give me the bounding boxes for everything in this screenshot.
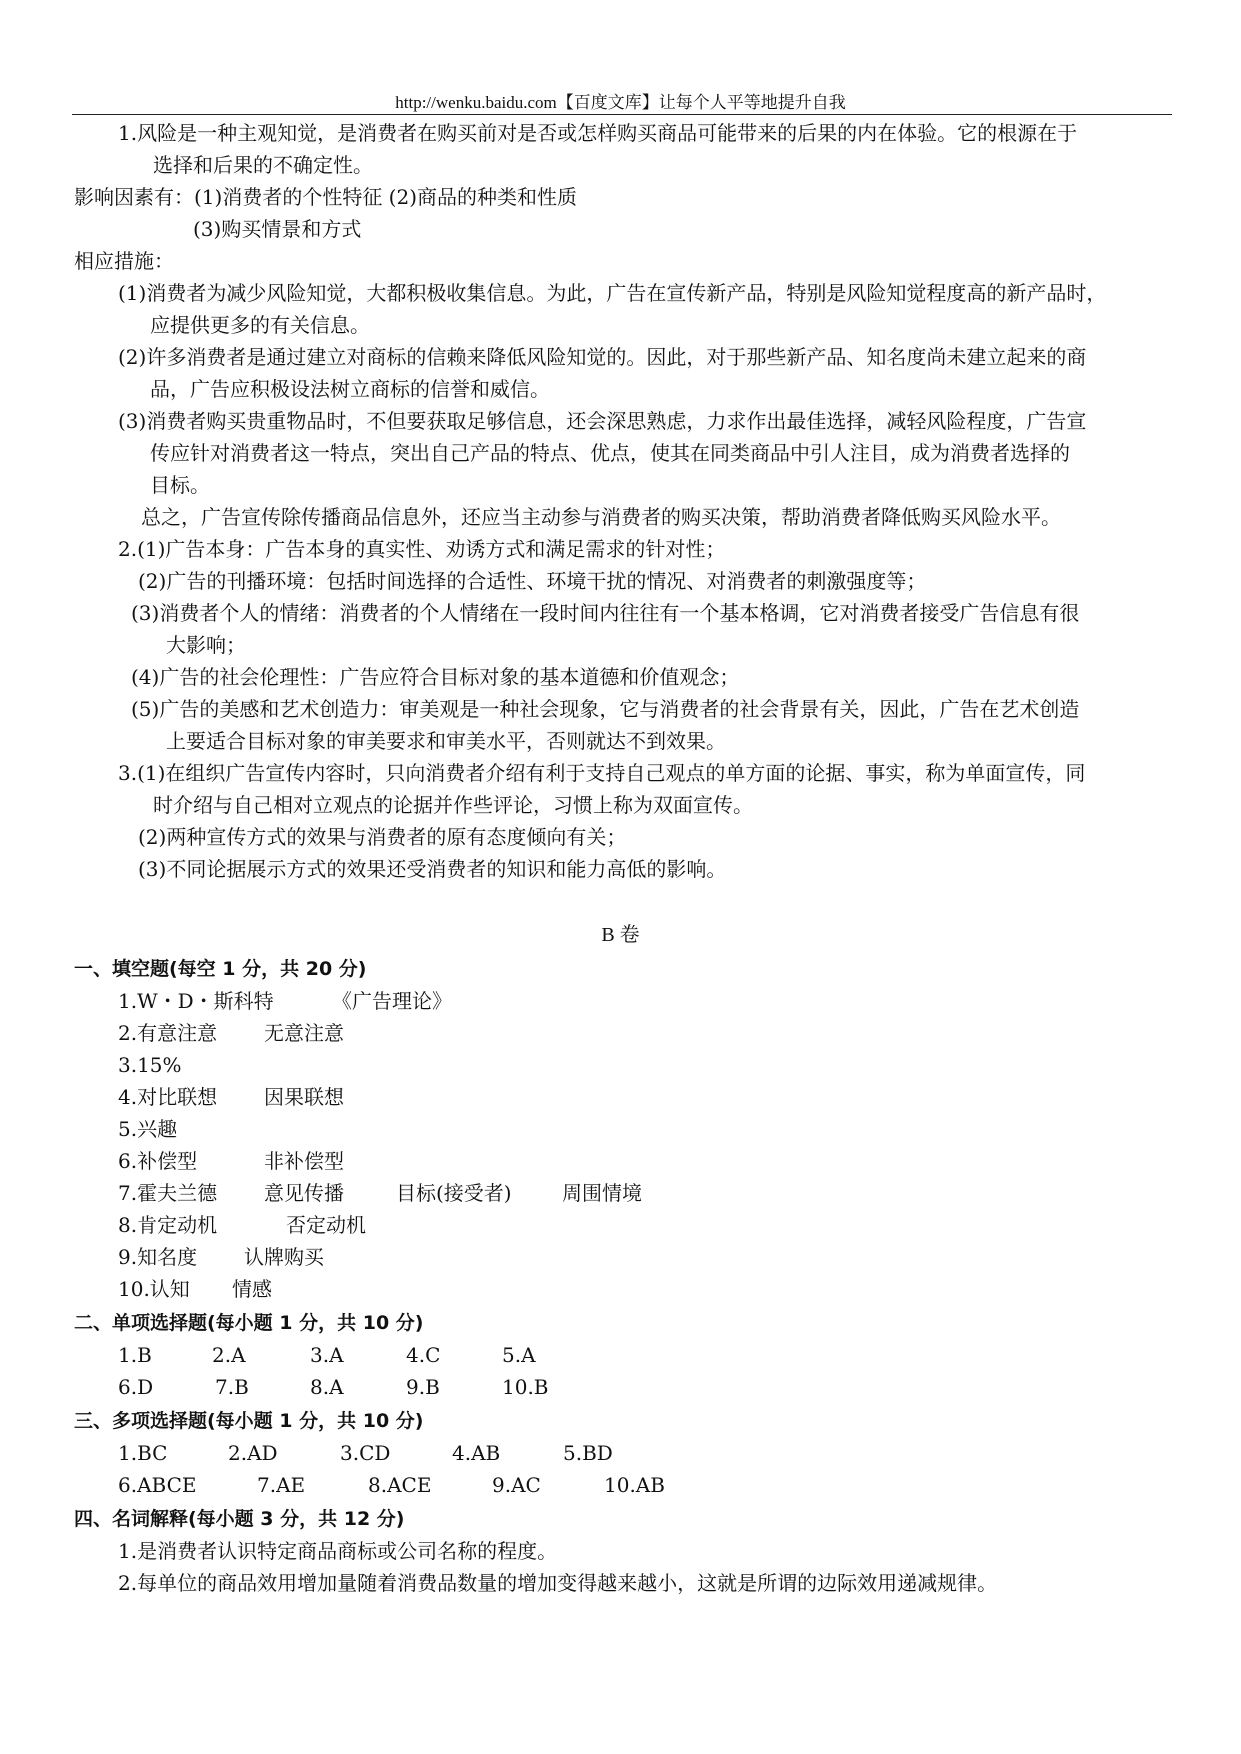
fill-item-9b: 认牌购买 <box>244 1245 324 1269</box>
single-choice-answer: 3.A <box>310 1343 344 1367</box>
header-rule <box>72 114 1172 115</box>
q1-factors-line-2: (3)购买情景和方式 <box>193 217 362 241</box>
multi-choice-answer: 8.ACE <box>368 1473 432 1497</box>
multi-choice-answer: 6.ABCE <box>118 1473 197 1497</box>
fill-item-8b: 否定动机 <box>286 1213 366 1237</box>
q1-line-2: 选择和后果的不确定性。 <box>153 153 373 177</box>
fill-item-2a: 2.有意注意 <box>118 1021 218 1045</box>
fill-item-7c: 目标(接受者) <box>396 1181 512 1205</box>
q3-point-1-line-1: 3.(1)在组织广告宣传内容时，只向消费者介绍有利于支持自己观点的单方面的论据、事实，称为单面宣传，同 <box>118 761 1086 785</box>
q3-point-3: (3)不同论据展示方式的效果还受消费者的知识和能力高低的影响。 <box>138 857 727 881</box>
fill-item-6a: 6.补偿型 <box>118 1149 198 1173</box>
multi-choice-answer: 4.AB <box>452 1441 501 1465</box>
q3-point-2: (2)两种宣传方式的效果与消费者的原有态度倾向有关； <box>138 825 627 849</box>
q2-point-4: (4)广告的社会伦理性：广告应符合目标对象的基本道德和价值观念； <box>131 665 740 689</box>
q2-point-1: 2.(1)广告本身：广告本身的真实性、劝诱方式和满足需求的针对性； <box>118 537 726 561</box>
fill-item-6b: 非补偿型 <box>264 1149 344 1173</box>
fill-item-7b: 意见传播 <box>264 1181 344 1205</box>
term-definition-2: 2.每单位的商品效用增加量随着消费品数量的增加变得越来越小，这就是所谓的边际效用递减规律。 <box>118 1571 998 1595</box>
section-4-heading: 四、名词解释(每小题 3 分，共 12 分) <box>74 1508 405 1530</box>
multi-choice-answer: 5.BD <box>563 1441 613 1465</box>
q1-measures-label: 相应措施： <box>74 249 174 273</box>
page-header[interactable]: http://wenku.baidu.com【百度文库】让每个人平等地提升自我 <box>395 93 846 112</box>
q3-point-1-line-2: 时介绍与自己相对立观点的论据并作些评论，习惯上称为双面宣传。 <box>153 793 753 817</box>
q2-point-5-line-1: (5)广告的美感和艺术创造力：审美观是一种社会现象，它与消费者的社会背景有关，因此，广告在艺术创造 <box>131 697 1080 721</box>
q1-measure-2-line-2: 品，广告应积极设法树立商标的信誉和威信。 <box>150 377 550 401</box>
part-b-title: B 卷 <box>601 924 640 946</box>
q1-measure-3-line-3: 目标。 <box>150 473 210 497</box>
multi-choice-answer: 7.AE <box>257 1473 306 1497</box>
multi-choice-answer: 9.AC <box>492 1473 541 1497</box>
q2-point-5-line-2: 上要适合目标对象的审美要求和审美水平，否则就达不到效果。 <box>166 729 726 753</box>
fill-item-3a: 3.15% <box>118 1053 182 1077</box>
fill-item-7a: 7.霍夫兰德 <box>118 1181 218 1205</box>
q1-measure-2-line-1: (2)许多消费者是通过建立对商标的信赖来降低风险知觉的。因此，对于那些新产品、知名度尚未建立起来的商 <box>118 345 1087 369</box>
fill-item-2b: 无意注意 <box>264 1021 344 1045</box>
single-choice-answer: 9.B <box>406 1375 440 1399</box>
term-definition-1: 1.是消费者认识特定商品商标或公司名称的程度。 <box>118 1539 558 1563</box>
q1-measure-1-line-2: 应提供更多的有关信息。 <box>150 313 370 337</box>
fill-item-1a: 1.W・D・斯科特 <box>118 989 274 1013</box>
single-choice-answer: 2.A <box>212 1343 246 1367</box>
q2-point-2: (2)广告的刊播环境：包括时间选择的合适性、环境干扰的情况、对消费者的刺激强度等； <box>138 569 927 593</box>
q2-point-3-line-1: (3)消费者个人的情绪：消费者的个人情绪在一段时间内往往有一个基本格调，它对消费者接受广告信息有很 <box>131 601 1080 625</box>
fill-item-8a: 8.肯定动机 <box>118 1213 218 1237</box>
single-choice-answer: 1.B <box>118 1343 152 1367</box>
single-choice-answer: 10.B <box>502 1375 549 1399</box>
fill-item-9a: 9.知名度 <box>118 1245 198 1269</box>
multi-choice-answer: 3.CD <box>340 1441 391 1465</box>
section-1-heading: 一、填空题(每空 1 分，共 20 分) <box>74 958 367 980</box>
section-2-heading: 二、单项选择题(每小题 1 分，共 10 分) <box>74 1312 424 1334</box>
single-choice-answer: 4.C <box>406 1343 441 1367</box>
multi-choice-answer: 2.AD <box>228 1441 278 1465</box>
q1-measure-3-line-1: (3)消费者购买贵重物品时，不但要获取足够信息，还会深思熟虑，力求作出最佳选择，减轻风险程度，广告宣 <box>118 409 1087 433</box>
q1-measure-3-line-2: 传应针对消费者这一特点，突出自己产品的特点、优点，使其在同类商品中引人注目，成为消费者选择的 <box>150 441 1070 465</box>
section-3-heading: 三、多项选择题(每小题 1 分，共 10 分) <box>74 1410 424 1432</box>
q1-summary: 总之，广告宣传除传播商品信息外，还应当主动参与消费者的购买决策，帮助消费者降低购买风险水平。 <box>141 505 1061 529</box>
multi-choice-answer: 1.BC <box>118 1441 168 1465</box>
fill-item-4b: 因果联想 <box>264 1085 344 1109</box>
q1-measure-1-line-1: (1)消费者为减少风险知觉，大都积极收集信息。为此，广告在宣传新产品，特别是风险知觉程度高的新产品时， <box>118 281 1107 305</box>
q2-point-3-line-2: 大影响； <box>166 633 246 657</box>
single-choice-answer: 7.B <box>215 1375 249 1399</box>
single-choice-answer: 8.A <box>310 1375 344 1399</box>
q1-line-1: 1.风险是一种主观知觉，是消费者在购买前对是否或怎样购买商品可能带来的后果的内在体验。它的根源在于 <box>118 121 1078 145</box>
fill-item-7d: 周围情境 <box>562 1181 642 1205</box>
fill-item-5a: 5.兴趣 <box>118 1117 178 1141</box>
q1-factors-line-1: 影响因素有：(1)消费者的个性特征 (2)商品的种类和性质 <box>74 185 578 209</box>
fill-item-10a: 10.认知 <box>118 1277 190 1301</box>
single-choice-answer: 6.D <box>118 1375 154 1399</box>
single-choice-answer: 5.A <box>502 1343 536 1367</box>
multi-choice-answer: 10.AB <box>604 1473 665 1497</box>
fill-item-4a: 4.对比联想 <box>118 1085 218 1109</box>
fill-item-1b: 《广告理论》 <box>332 989 452 1013</box>
fill-item-10b: 情感 <box>232 1277 272 1301</box>
